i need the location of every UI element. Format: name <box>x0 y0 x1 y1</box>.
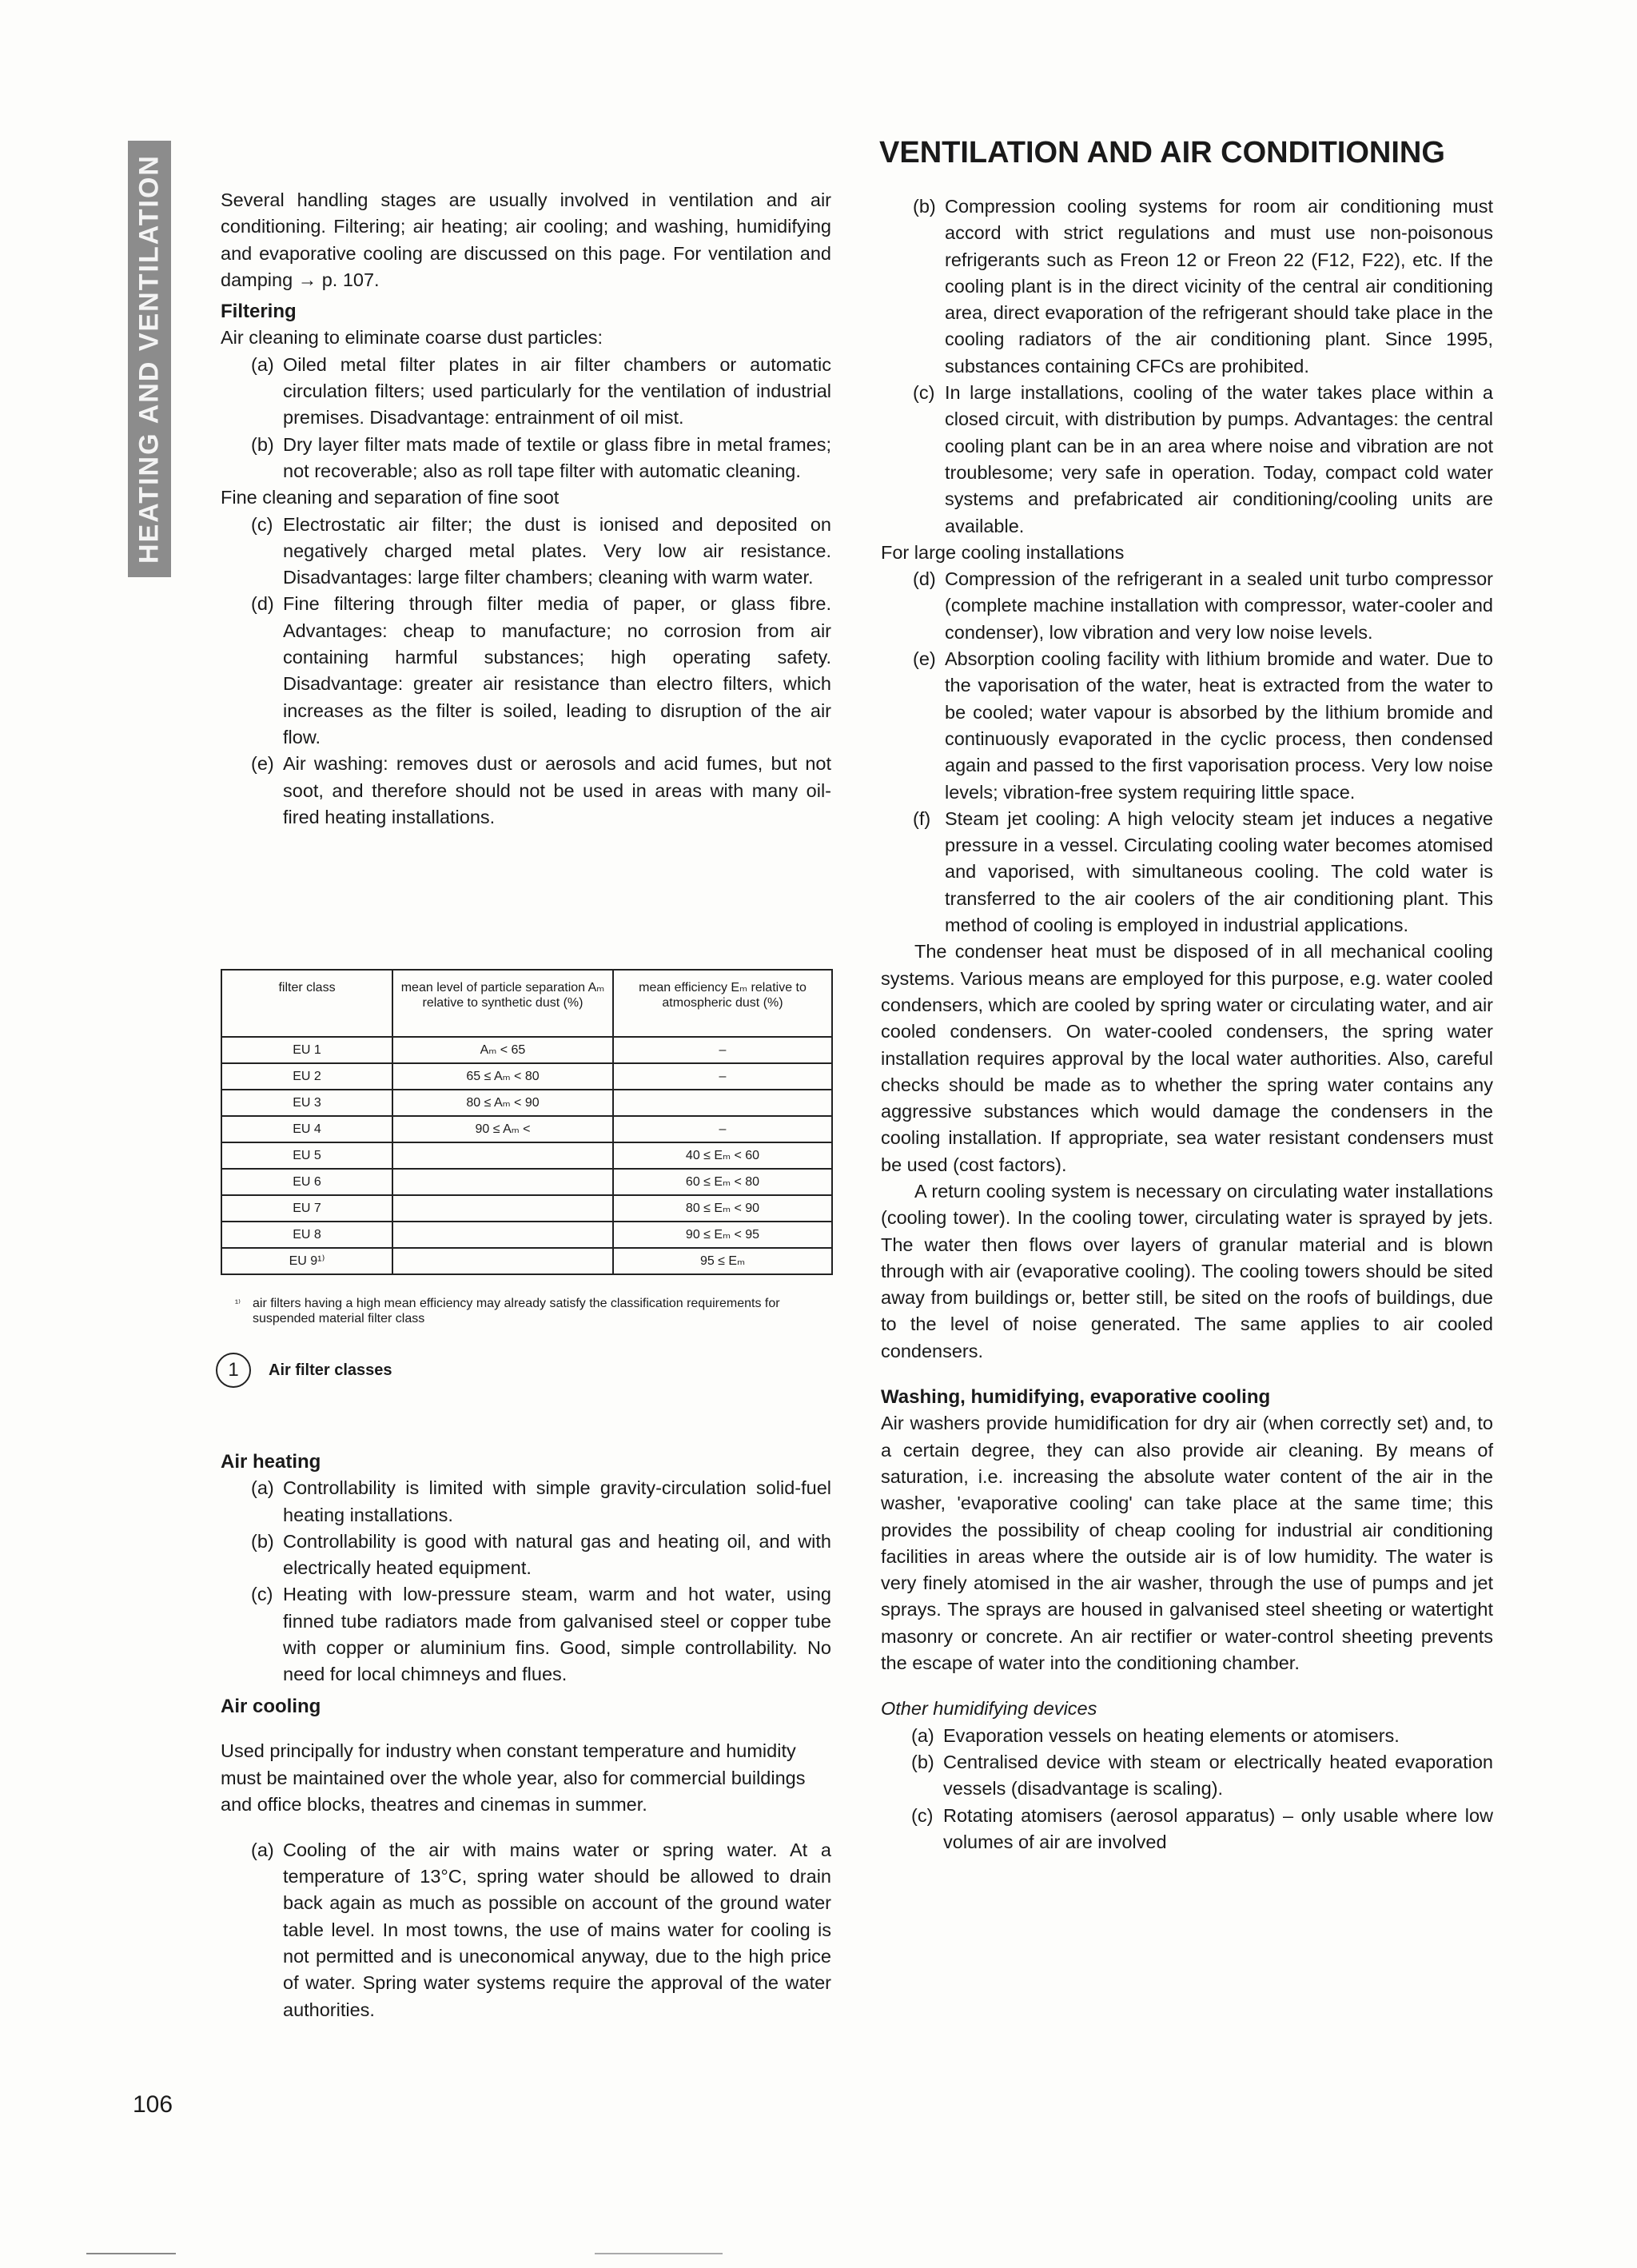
table-cell <box>392 1169 613 1195</box>
heading-other-humidifying: Other humidifying devices <box>881 1698 1097 1720</box>
list-item <box>221 751 831 831</box>
table-cell: 80 ≤ Eₘ < 90 <box>613 1195 832 1222</box>
list-item-label: (b) <box>251 1530 274 1552</box>
list-item <box>881 806 1493 939</box>
table-row <box>221 1063 832 1090</box>
list-item <box>221 1475 831 1529</box>
table-cell: EU 5 <box>221 1142 392 1169</box>
table-row <box>221 1222 832 1248</box>
list-item-label: (b) <box>251 433 274 455</box>
table-cell: – <box>613 1116 832 1142</box>
side-tab-text: HEATING AND VENTILATION <box>133 154 165 564</box>
table-row <box>221 1142 832 1169</box>
air-filter-classes-table <box>221 969 833 1275</box>
list-item-text: Heating with low-pressure steam, warm and hot water, using finned tube radiators made from galvanised steel or copper tube with copper or aluminium fins. Good, simple controllability. No need for local chimneys and flues. <box>283 1584 831 1685</box>
intro-paragraph: Several handling stages are usually involved in ventilation and air conditioning. Filtering; air heating; air cooling; and washing, humidifying and evaporative cooling are discussed on this page. For ventilation and damping → p. 107. <box>221 189 831 290</box>
footnote-marker: ¹⁾ <box>235 1297 241 1309</box>
table-cell <box>392 1222 613 1248</box>
table-cell: EU 7 <box>221 1195 392 1222</box>
list-item-text: In large installations, cooling of the water takes place within a closed circuit, with distribution by pumps. Advantages: the central cooling plant can be in an area where noise and vibration are not troublesome; very safe in operation. Today, compact cold water systems and prefabricated air conditioning/cooling units are available. <box>945 382 1493 536</box>
return-cooling-paragraph: A return cooling system is necessary on circulating water installations (cooling tower). In the cooling tower, circulating water is sprayed by jets. The water then flows over layers of granular material and is blown through with air (evaporative cooling). The cooling towers should be sited away from buildings or, better still, be sited on the roofs of buildings, due to the level of noise generated. The same applies to air cooled condensers. <box>881 1180 1493 1361</box>
list-item-text: Oiled metal filter plates in air filter chambers or automatic circulation filters; used particularly for the ventilation of industrial premises. Disadvantage: entrainment of oil mist. <box>283 353 831 428</box>
large-installations-lead: For large cooling installations <box>881 541 1125 563</box>
air-cooling-lead: Used principally for industry when constant temperature and humidity must be maintained over the whole year, also for commercial buildings and office blocks, theatres and cinemas in summer. <box>221 1740 806 1816</box>
list-item <box>221 1529 831 1582</box>
list-item-text: Absorption cooling facility with lithium bromide and water. Due to the vaporisation of the water, heat is extracted from the water to be cooled; water vapour is absorbed by the lithium bromide and continuously evaporated in the cyclic process, then condensed again and passed to the first vaporisation process. Very low noise levels; vibration-free system requiring little space. <box>945 648 1493 803</box>
table-row <box>221 1116 832 1142</box>
section-side-tab <box>128 141 171 577</box>
list-item <box>881 1803 1493 1856</box>
list-item-text: Cooling of the air with mains water or spring water. At a temperature of 13°C, spring water should be allowed to drain back again as much as possible on account of the ground water table level. In most towns, the use of mains water for cooling is not permitted and is uneconomical anyway, due to the high price of water. Spring water systems require the approval of the water authorities. <box>283 1839 831 2020</box>
table-cell <box>392 1142 613 1169</box>
list-item-text: Compression cooling systems for room air conditioning must accord with strict regulations and must use non-poisonous refrigerants such as Freon 12 or Freon 22 (F12, F22), etc. If the cooling plant is in the direct vicinity of the central air conditioning area, direct evaporation of the refrigerant should take place in the cooling radiators of the air conditioning plant. Since 1995, substances containing CFCs are prohibited. <box>945 196 1493 377</box>
large-installations-list <box>881 566 1493 939</box>
table-cell <box>613 1090 832 1116</box>
list-item-label: (f) <box>913 807 931 829</box>
table-cell <box>392 1248 613 1274</box>
air-cooling-list <box>221 1837 831 2023</box>
list-item-label: (b) <box>913 196 936 217</box>
list-item <box>881 566 1493 646</box>
left-column-top <box>221 187 831 831</box>
other-humidifying-list <box>881 1723 1493 1855</box>
table-cell: 65 ≤ Aₘ < 80 <box>392 1063 613 1090</box>
filtering-fine-list <box>221 512 831 831</box>
list-item-label: (c) <box>251 1584 273 1605</box>
list-item-label: (c) <box>251 513 273 535</box>
heading-air-heating: Air heating <box>221 1451 321 1473</box>
page-number: 106 <box>133 2091 173 2118</box>
list-item-label: (c) <box>913 382 935 404</box>
table-cell: – <box>613 1063 832 1090</box>
list-item <box>221 1837 831 2023</box>
figure-caption <box>216 1353 392 1388</box>
table-cell <box>392 1195 613 1222</box>
list-item <box>881 380 1493 540</box>
heading-filtering: Filtering <box>221 301 297 323</box>
table-row <box>221 1248 832 1274</box>
table-cell: 60 ≤ Eₘ < 80 <box>613 1169 832 1195</box>
table-row <box>221 1195 832 1222</box>
table-cell: 40 ≤ Eₘ < 60 <box>613 1142 832 1169</box>
list-item <box>221 352 831 432</box>
list-item-label: (e) <box>913 648 936 670</box>
table-header-row <box>221 970 832 1037</box>
list-item-text: Air washing: removes dust or aerosols and acid fumes, but not soot, and therefore should not be used in areas with many oil-fired heating installations. <box>283 753 831 827</box>
list-item-label: (d) <box>251 593 274 615</box>
list-item-label: (a) <box>911 1724 934 1746</box>
table-cell: EU 8 <box>221 1222 392 1248</box>
footnote-text: air filters having a high mean efficiency may already satisfy the classification requirements for suspended material filter class <box>253 1297 780 1325</box>
list-item <box>221 432 831 485</box>
list-item <box>221 1581 831 1688</box>
list-item-text: Evaporation vessels on heating elements or atomisers. <box>943 1724 1400 1746</box>
left-column-bottom <box>221 1449 831 2023</box>
list-item-text: Steam jet cooling: A high velocity steam jet induces a negative pressure in a vessel. Circulating cooling water becomes atomised and vaporised, with simultaneous cooling. The cold water is transferred to the air coolers of the air conditioning plant. This method of cooling is employed in industrial applications. <box>945 807 1493 936</box>
condenser-paragraph: The condenser heat must be disposed of in all mechanical cooling systems. Various means are employed for this purpose, e.g. water cooled condensers, which are cooled by spring water or circulating water, and air cooled condensers. On water-cooled condensers, the spring water installation requires approval by the local water authorities. Also, careful checks should be made as to whether the spring water contains any aggressive substances which would damage the condensers in the cooling installation. If appropriate, sea water resistant condensers must be used (cost factors). <box>881 941 1493 1175</box>
footer-rule <box>595 2253 723 2254</box>
list-item <box>221 591 831 751</box>
table-footnote <box>235 1296 828 1326</box>
washing-paragraph: Air washers provide humidification for dry air (when correctly set) and, to a certain degree, they can also provide air cleaning. By means of saturation, i.e. increasing the absolute water content of the air in the washer, 'evaporative cooling' can take place at the same time; this provides the possibility of cheap cooling for industrial air conditioning facilities in areas where the outside air is of low humidity. The water is very finely atomised in the air washer, through the use of pumps and jet sprays. The sprays are housed in galvanised steel sheeting or watertight masonry or concrete. An air rectifier or water-control sheeting prevents the escape of water into the conditioning chamber. <box>881 1413 1493 1674</box>
air-heating-list <box>221 1475 831 1688</box>
table-cell: 90 ≤ Eₘ < 95 <box>613 1222 832 1248</box>
heading-washing: Washing, humidifying, evaporative cooling <box>881 1386 1271 1409</box>
list-item-label: (a) <box>251 1477 274 1499</box>
filtering-coarse-list <box>221 352 831 484</box>
footer-rule <box>86 2253 176 2254</box>
list-item-text: Controllability is limited with simple gravity-circulation solid-fuel heating installations. <box>283 1477 831 1525</box>
list-item <box>881 1723 1493 1749</box>
filtering-lead-fine: Fine cleaning and separation of fine soot <box>221 487 560 508</box>
filtering-lead: Air cleaning to eliminate coarse dust particles: <box>221 327 603 349</box>
list-item-text: Centralised device with steam or electrically heated evaporation vessels (disadvantage is scaling). <box>943 1751 1493 1800</box>
list-item-text: Electrostatic air filter; the dust is ionised and deposited on negatively charged metal plates. Very low air resistance. Disadvantages: large filter chambers; cleaning with warm water. <box>283 513 831 588</box>
table-cell: – <box>613 1037 832 1063</box>
list-item <box>221 512 831 592</box>
list-item-label: (a) <box>251 1839 274 1860</box>
cooling-systems-list <box>881 193 1493 540</box>
table-row <box>221 1169 832 1195</box>
list-item <box>881 193 1493 380</box>
table-cell: 95 ≤ Eₘ <box>613 1248 832 1274</box>
table-row <box>221 1037 832 1063</box>
table-cell: EU 4 <box>221 1116 392 1142</box>
table-cell: EU 2 <box>221 1063 392 1090</box>
table-header: mean efficiency Eₘ relative to atmospheric dust (%) <box>613 970 832 1037</box>
list-item-label: (c) <box>911 1804 934 1826</box>
table-cell: EU 3 <box>221 1090 392 1116</box>
table-cell: Aₘ < 65 <box>392 1037 613 1063</box>
list-item-label: (e) <box>251 753 274 775</box>
list-item-text: Controllability is good with natural gas and heating oil, and with electrically heated equipment. <box>283 1530 831 1579</box>
heading-air-cooling: Air cooling <box>221 1695 321 1717</box>
caption-text: Air filter classes <box>269 1361 392 1379</box>
right-column <box>881 193 1493 1855</box>
list-item-text: Fine filtering through filter media of paper, or glass fibre. Advantages: cheap to manufacture; no corrosion from air containing harmful substances; high operating safety. Disadvantage: greater air resistance than electro filters, which increases as the filter is soiled, leading to disruption of the air flow. <box>283 593 831 747</box>
table-cell: EU 6 <box>221 1169 392 1195</box>
list-item-text: Compression of the refrigerant in a sealed unit turbo compressor (complete machine installation with compressor, water-cooler and condenser), low vibration and very low noise levels. <box>945 568 1493 643</box>
list-item <box>881 646 1493 806</box>
list-item-label: (b) <box>911 1751 934 1772</box>
list-item-text: Dry layer filter mats made of textile or glass fibre in metal frames; not recoverable; also as roll tape filter with automatic cleaning. <box>283 433 831 481</box>
list-item-label: (a) <box>251 353 274 375</box>
table-cell: 90 ≤ Aₘ < <box>392 1116 613 1142</box>
list-item-label: (d) <box>913 568 936 590</box>
table-cell: 80 ≤ Aₘ < 90 <box>392 1090 613 1116</box>
running-head: VENTILATION AND AIR CONDITIONING <box>879 136 1445 169</box>
list-item-text: Rotating atomisers (aerosol apparatus) – only usable where low volumes of air are involved <box>943 1804 1493 1852</box>
table-cell: EU 9¹⁾ <box>221 1248 392 1274</box>
table-header: filter class <box>221 970 392 1037</box>
table-cell: EU 1 <box>221 1037 392 1063</box>
caption-number: 1 <box>216 1353 251 1388</box>
table-header: mean level of particle separation Aₘ relative to synthetic dust (%) <box>392 970 613 1037</box>
table-row <box>221 1090 832 1116</box>
list-item <box>881 1749 1493 1803</box>
